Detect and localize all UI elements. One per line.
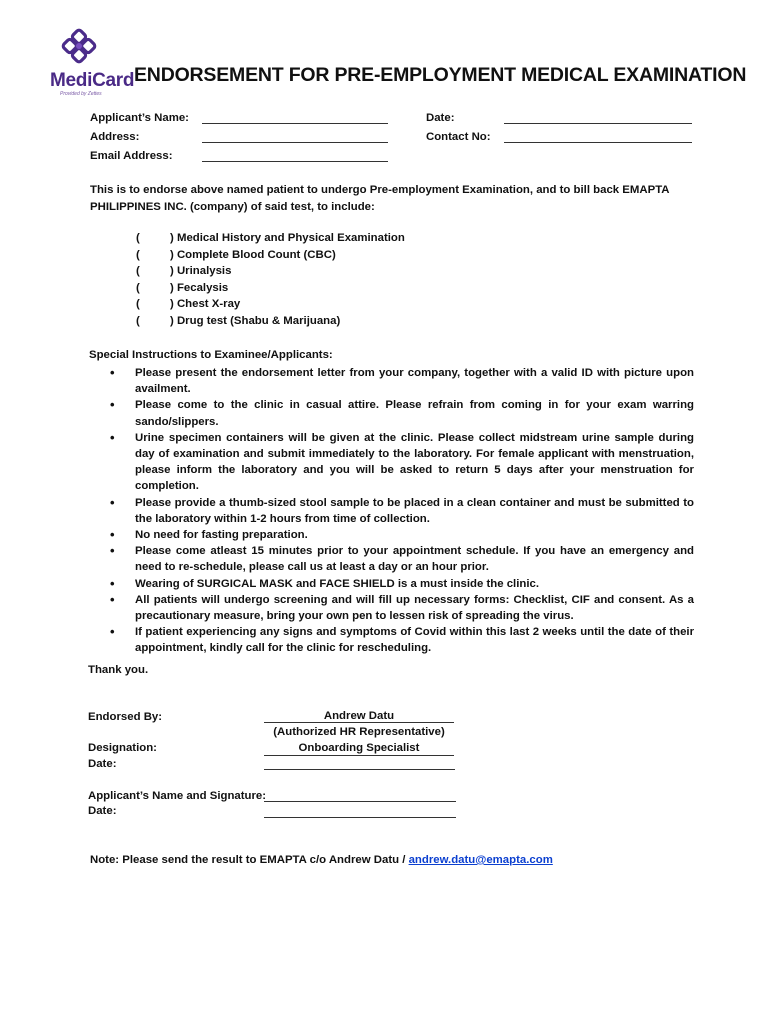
endorsed-by-label: Endorsed By: — [88, 711, 163, 723]
list-item: • If patient experiencing any signs and symptoms of Covid within this last 2 weeks until the date of their appointment, kindly call for the clinic for rescheduling. — [88, 624, 694, 656]
checklist-item[interactable] — [136, 296, 405, 313]
list-item: • Wearing of SURGICAL MASK and FACE SHIELD is a must inside the clinic. — [88, 576, 694, 592]
brand-tagline: Provided by Zettes — [60, 91, 102, 97]
checkbox-bracket[interactable]: ( — [136, 265, 140, 278]
instructions-list — [88, 365, 694, 657]
page-title: ENDORSEMENT FOR PRE-EMPLOYMENT MEDICAL EXAMINATION — [134, 64, 747, 86]
list-item: • Please come to the clinic in casual attire. Please refrain from coming in for your exam warring sando/slippers. — [88, 397, 694, 429]
address-field[interactable] — [202, 142, 388, 143]
endorsed-by-line — [264, 722, 454, 723]
designation-label: Designation: — [88, 742, 157, 754]
checklist-item[interactable] — [136, 313, 405, 330]
designation-line — [264, 755, 454, 756]
list-item: • No need for fasting preparation. — [88, 527, 694, 543]
checklist-item-label: ) Urinalysis — [170, 265, 232, 278]
checklist-item-label: ) Chest X-ray — [170, 298, 241, 311]
list-item: • Urine specimen containers will be given at the clinic. Please collect midstream urine sample during day of examination and submit immediately to the laboratory. For female applicant with menstruation, please inform the laboratory and you will be asked to return 5 days after your menstruation for completion. — [88, 430, 694, 495]
applicant-signature-label: Applicant’s Name and Signature: — [88, 790, 267, 802]
instructions-heading: Special Instructions to Examinee/Applicants: — [89, 349, 333, 361]
checkbox-bracket[interactable]: ( — [136, 314, 140, 327]
contact-label: Contact No: — [426, 131, 491, 143]
endorser-name: Andrew Datu — [323, 710, 395, 722]
note-text: Note: Please send the result to EMAPTA c/o Andrew Datu / — [90, 854, 409, 866]
date-label: Date: — [426, 112, 455, 124]
designation-value: Onboarding Specialist — [298, 742, 420, 754]
checklist-item[interactable] — [136, 280, 405, 297]
list-item: • All patients will undergo screening and will fill up necessary forms: Checklist, CIF and consent. As a precautionary measure, bring your own pen to lessen risk of spreading the virus. — [88, 592, 694, 624]
contact-email-link[interactable]: andrew.datu@emapta.com — [408, 854, 553, 866]
intro-paragraph: This is to endorse above named patient to undergo Pre-employment Examination, and to bill back EMAPTA PHILIPPINES INC. (company) of said test, to include: — [90, 184, 670, 213]
applicant-date-label: Date: — [88, 805, 117, 817]
endorsement-date-field[interactable] — [264, 769, 455, 770]
applicant-name-label: Applicant’s Name: — [90, 112, 189, 124]
applicant-name-field[interactable] — [202, 123, 388, 124]
test-checklist — [136, 230, 405, 330]
checkbox-bracket[interactable]: ( — [136, 281, 140, 294]
contact-field[interactable] — [504, 142, 692, 143]
list-item: • Please provide a thumb-sized stool sample to be placed in a clean container and must be submitted to the laboratory within 1-2 hours from time of collection. — [88, 495, 694, 527]
endorsement-date-label: Date: — [88, 758, 117, 770]
list-item: • Please present the endorsement letter from your company, together with a valid ID with picture upon availment. — [88, 365, 694, 397]
thank-you-text: Thank you. — [88, 664, 149, 676]
address-label: Address: — [90, 131, 140, 143]
applicant-signature-field[interactable] — [264, 801, 456, 802]
email-label: Email Address: — [90, 150, 173, 162]
checkbox-bracket[interactable]: ( — [136, 248, 140, 261]
applicant-date-field[interactable] — [264, 817, 456, 818]
checklist-item[interactable] — [136, 263, 405, 280]
checklist-item-label: ) Drug test (Shabu & Marijuana) — [170, 314, 341, 327]
checkbox-bracket[interactable]: ( — [136, 298, 140, 311]
list-item: • Please come atleast 15 minutes prior to your appointment schedule. If you have an emergency and need to re-schedule, please call us at least a day or an hour prior. — [88, 543, 694, 575]
checklist-item-label: ) Complete Blood Count (CBC) — [170, 248, 336, 261]
checklist-item-label: ) Medical History and Physical Examination — [170, 232, 405, 244]
note — [90, 852, 553, 868]
checkbox-bracket[interactable]: ( — [136, 232, 140, 244]
medicard-emblem-icon — [46, 24, 126, 74]
checklist-item[interactable] — [136, 247, 405, 264]
email-field[interactable] — [202, 161, 388, 162]
checklist-item-label: ) Fecalysis — [170, 281, 229, 294]
brand-name: MediCard — [50, 70, 135, 91]
date-field[interactable] — [504, 123, 692, 124]
checklist-item[interactable] — [136, 230, 405, 247]
endorser-role: (Authorized HR Representative) — [273, 726, 445, 738]
